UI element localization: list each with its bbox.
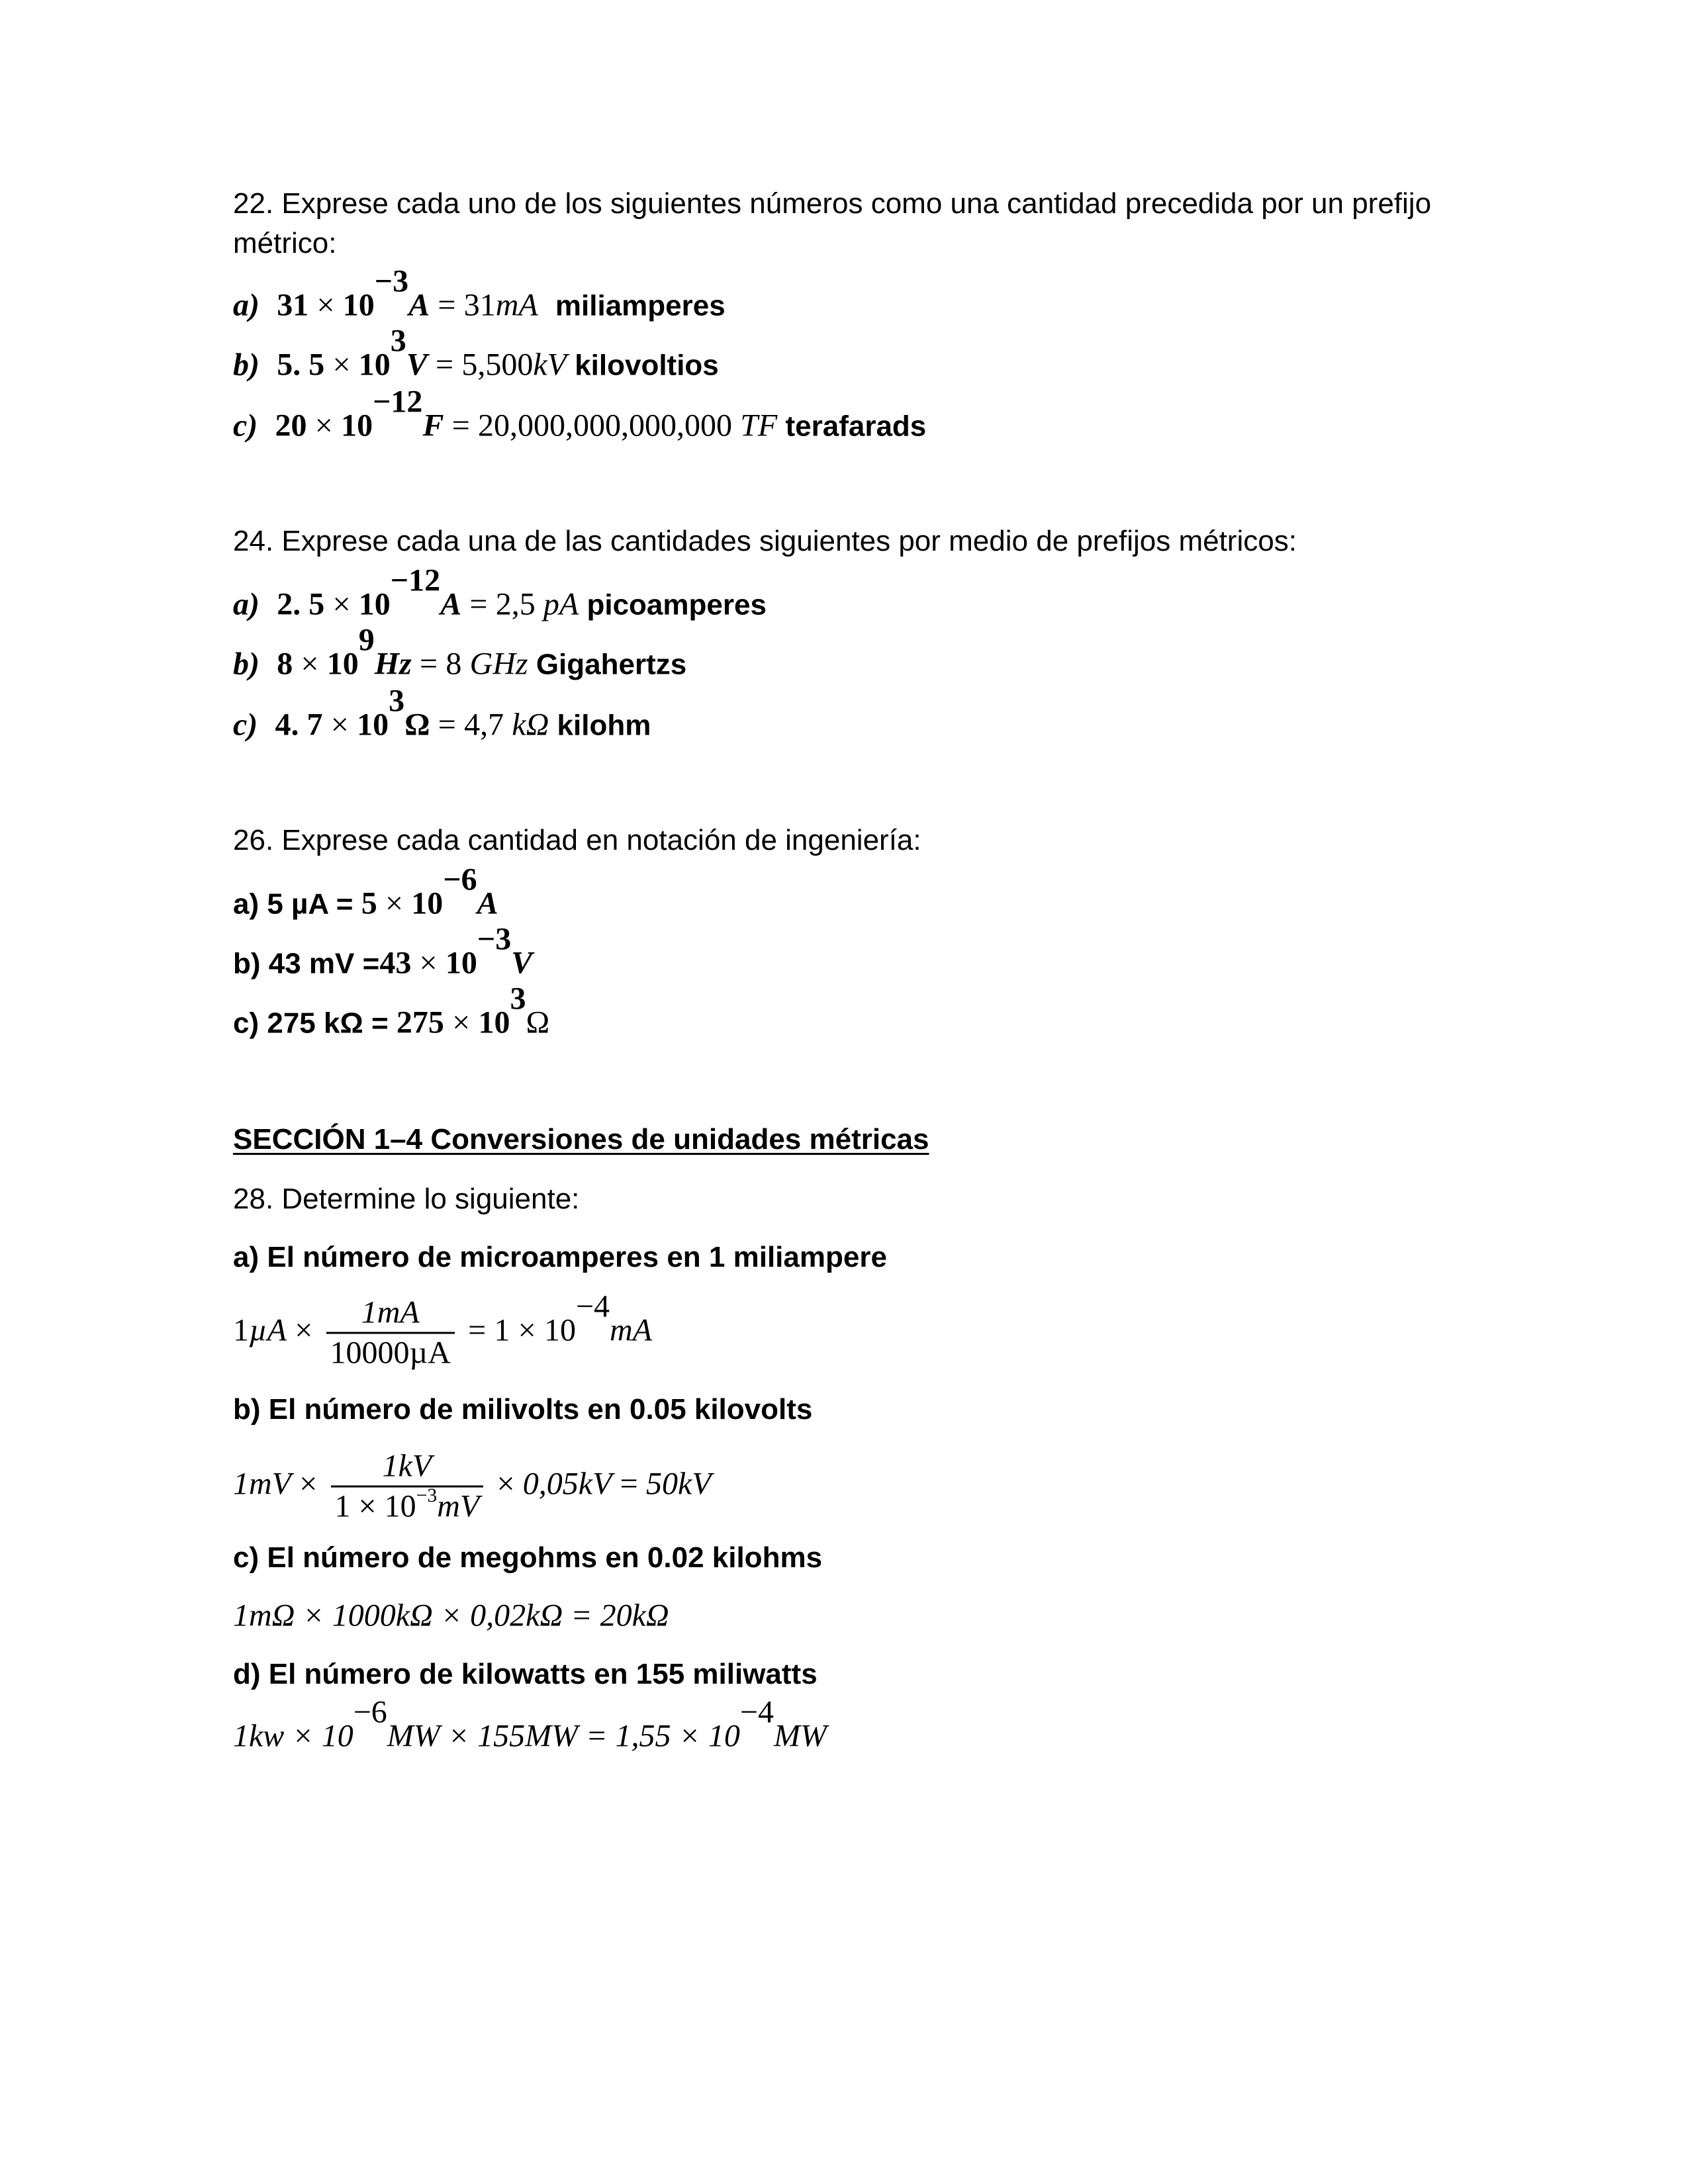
result-value: 2,5 — [495, 586, 536, 622]
item-label: c) — [233, 707, 258, 743]
base: 10 — [358, 586, 391, 622]
coefficient: 4. 7 — [275, 707, 323, 743]
equals-sign: = — [468, 1312, 487, 1348]
unit: A — [477, 886, 498, 921]
result-unit: mA — [610, 1312, 653, 1348]
exponent: −12 — [373, 384, 423, 420]
coefficient: 5 — [361, 886, 377, 921]
exponent-2: −4 — [739, 1694, 774, 1730]
middle-term: 0,05kV — [522, 1466, 612, 1502]
q26-prompt: 26. Exprese cada cantidad en notación de ingeniería: — [233, 824, 921, 856]
unit: Ω — [526, 1005, 550, 1040]
result-coefficient: 1 — [494, 1312, 510, 1348]
q28-c-title: c) El número de megohms en 0.02 kilohms — [233, 1541, 823, 1574]
exponent: −12 — [390, 563, 441, 598]
equation-part-3: MW — [773, 1718, 827, 1754]
prefix-word: kilohm — [557, 709, 651, 742]
den-coefficient: 1 — [334, 1488, 351, 1524]
exponent-1: −6 — [353, 1694, 387, 1730]
unit: A — [408, 287, 430, 323]
q24-item-b — [233, 622, 687, 684]
q22-prompt-line2: métrico: — [233, 227, 337, 259]
result-unit: GHz — [469, 646, 528, 682]
item-label: c) — [233, 408, 258, 443]
result: 50kV — [645, 1466, 712, 1502]
fraction — [331, 1447, 484, 1526]
base: 10 — [445, 945, 477, 981]
coefficient: 5. 5 — [277, 347, 325, 383]
base: 10 — [358, 347, 391, 383]
q22-item-c — [233, 384, 927, 445]
times-sign: × — [301, 646, 319, 682]
result-value: 31 — [463, 287, 496, 323]
section-heading: SECCIÓN 1–4 Conversiones de unidades métricas — [233, 1123, 929, 1156]
q28-d-equation — [233, 1694, 827, 1756]
q26-item-c — [233, 981, 550, 1042]
item-label: b) — [233, 347, 259, 383]
item-label: b) — [233, 646, 259, 682]
base: 10 — [411, 886, 444, 921]
equals-sign: = — [438, 287, 456, 323]
quantity: b) 43 mV = — [233, 947, 380, 980]
fraction-numerator: 1kV — [382, 1448, 432, 1484]
unit: V — [406, 347, 428, 383]
result-unit: pA — [543, 586, 579, 622]
times-sign: × — [496, 1466, 515, 1502]
q22-item-a — [233, 263, 726, 325]
q22-prompt-line1: 22. Exprese cada uno de los siguientes números como una cantidad precedida por un prefijo — [233, 187, 1432, 220]
prefix-word: terafarads — [785, 410, 927, 443]
q28-a-title: a) El número de microamperes en 1 miliampere — [233, 1241, 887, 1273]
prefix-word: miliamperes — [555, 289, 726, 322]
times-sign: × — [332, 586, 351, 622]
base: 10 — [326, 646, 359, 682]
q28-a-equation: 1µA × $\frac{1mA}{\text{10000µA}}$ = $1 \times 10^{-4}mA$ — [233, 1294, 652, 1373]
equals-sign: = — [620, 1466, 638, 1502]
den-base: 10 — [384, 1488, 416, 1524]
equation-part-1: 1kw × 10 — [233, 1718, 353, 1754]
coefficient: 20 — [275, 408, 307, 443]
q24-item-c — [233, 683, 651, 745]
item-label: a) — [233, 586, 259, 622]
times-sign: × — [295, 1312, 313, 1348]
den-unit: mV — [437, 1488, 480, 1524]
fraction-denominator: $1 \times 10^{-3}mV$ — [334, 1484, 480, 1524]
equals-sign: = — [436, 347, 454, 383]
times-sign: × — [419, 945, 438, 981]
quantity: a) 5 µA = — [233, 887, 353, 921]
fraction-numerator: 1mA — [361, 1295, 420, 1330]
base: 10 — [342, 287, 375, 323]
coefficient: 275 — [396, 1005, 444, 1040]
base: 10 — [341, 408, 373, 443]
base: 10 — [357, 707, 389, 743]
result-value: 8 — [445, 646, 462, 682]
q24-item-a — [233, 563, 767, 624]
coefficient: 2. 5 — [277, 586, 325, 622]
result-value: 5,500 — [461, 347, 534, 383]
equation-part-2: MW × 155MW = 1,55 × 10 — [387, 1718, 740, 1754]
equals-sign: = — [451, 408, 470, 443]
coefficient: 43 — [379, 945, 412, 981]
exponent: 9 — [358, 622, 375, 658]
equals-sign: = — [469, 586, 488, 622]
fraction — [326, 1294, 455, 1373]
unit: F — [422, 408, 444, 443]
result-exponent: −4 — [575, 1289, 610, 1324]
prefix-word: picoamperes — [586, 588, 767, 621]
exponent: 3 — [389, 683, 405, 719]
result-base: 10 — [543, 1312, 576, 1348]
times-sign: × — [332, 347, 351, 383]
result-unit: TF — [740, 408, 778, 443]
times-sign: × — [330, 707, 349, 743]
fraction-denominator: 10000µA — [330, 1335, 451, 1371]
times-sign: × — [385, 886, 404, 921]
lhs: 1mV — [233, 1466, 291, 1502]
den-exponent: −3 — [416, 1484, 438, 1507]
times-sign: × — [452, 1005, 471, 1040]
coefficient: 8 — [277, 646, 293, 682]
times-sign: × — [299, 1466, 318, 1502]
item-label: a) — [233, 287, 259, 323]
q28-c-equation — [233, 1598, 669, 1635]
q26-item-a — [233, 862, 498, 923]
unit: V — [511, 945, 533, 981]
times-sign: × — [316, 287, 335, 323]
q28-d-title: d) El número de kilowatts en 155 miliwatts — [233, 1658, 818, 1690]
unit: Ω — [404, 707, 430, 743]
base: 10 — [478, 1005, 510, 1040]
equals-sign: = — [420, 646, 438, 682]
unit: Hz — [374, 646, 412, 682]
q28-prompt: 28. Determine lo siguiente: — [233, 1183, 580, 1215]
result-value: 4,7 — [464, 707, 504, 743]
result-unit: kV — [533, 347, 567, 383]
equation-text: 1mΩ × 1000kΩ × 0,02kΩ = 20kΩ — [233, 1598, 669, 1633]
coefficient: 31 — [277, 287, 309, 323]
q24-prompt: 24. Exprese cada una de las cantidades siguientes por medio de prefijos métricos: — [233, 525, 1297, 557]
exponent: −6 — [443, 862, 477, 897]
prefix-word: Gigahertzs — [536, 648, 687, 681]
q28-b-equation — [233, 1447, 712, 1526]
lhs-unit: µA — [249, 1312, 287, 1348]
result-unit: mA — [495, 287, 538, 323]
q22-item-b — [233, 323, 719, 385]
q26-item-b — [233, 921, 533, 983]
quantity: c) 275 kΩ = — [233, 1007, 389, 1040]
exponent: −3 — [477, 921, 512, 957]
result-unit: kΩ — [512, 707, 549, 743]
exponent: 3 — [390, 323, 406, 359]
unit: A — [440, 586, 462, 622]
times-sign: × — [314, 408, 333, 443]
prefix-word: kilovoltios — [575, 349, 719, 382]
lhs-number: 1 — [233, 1312, 249, 1348]
exponent: 3 — [510, 981, 526, 1017]
exponent: −3 — [374, 263, 409, 299]
q28-b-title: b) El número de milivolts en 0.05 kilovolts — [233, 1393, 813, 1426]
equals-sign: = — [438, 707, 456, 743]
result-value: 20,000,000,000,000 — [478, 408, 732, 443]
